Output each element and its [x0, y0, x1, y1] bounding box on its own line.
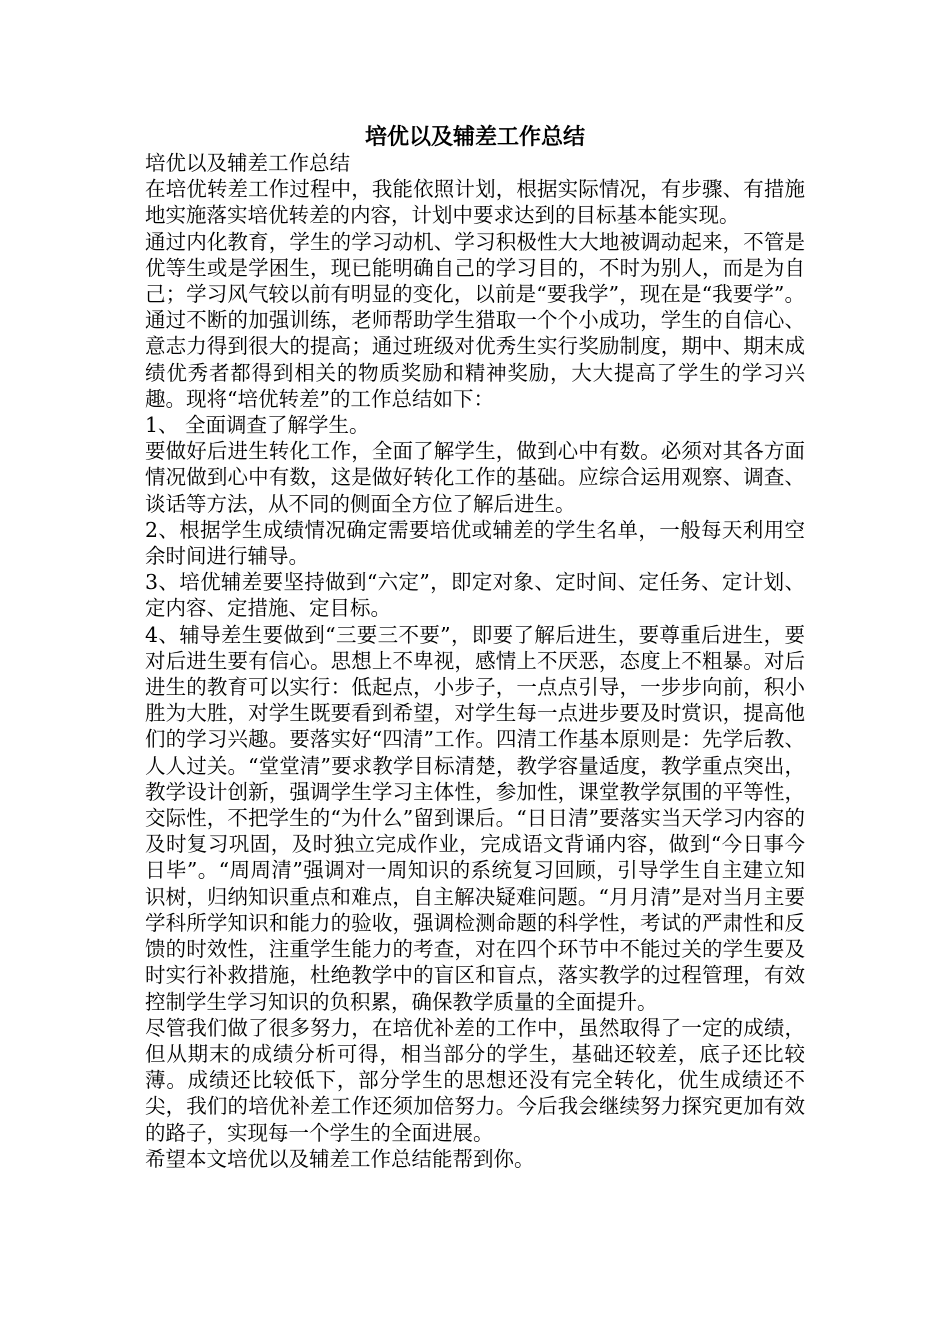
document-body [145, 150, 805, 1172]
paragraph-intro: 在培优转差工作过程中，我能依照计划，根据实际情况，有步骤、有措施地实施落实培优转差的内容，计划中要求达到的目标基本能实现。 [145, 177, 805, 228]
document-title: 培优以及辅差工作总结 [364, 124, 585, 150]
paragraph-conclusion: 尽管我们做了很多努力，在培优补差的工作中，虽然取得了一定的成绩，但从期末的成绩分析可得，相当部分的学生，基础还较差，底子还比较薄。成绩还比较低下，部分学生的思想还没有完全转化，优生成绩还不尖，我们的培优补差工作还须加倍努力。今后我会继续努力探究更加有效的路子，实现每一个学生的全面进展。 [145, 1015, 805, 1145]
paragraph-motivation: 通过内化教育，学生的学习动机、学习积极性大大地被调动起来，不管是优等生或是学困生，现已能明确自己的学习目的，不时为别人，而是为自己；学习风气较以前有明显的变化，以前是“要我学”，现在是“我要学”。通过不断的加强训练，老师帮助学生猎取一个个小成功，学生的自信心、意志力得到很大的提高；通过班级对优秀生实行奖励制度，期中、期末成绩优秀者都得到相关的物质奖励和精神奖励，大大提高了学生的学习兴趣。现将“培优转差”的工作总结如下： [145, 229, 805, 411]
paragraph-item-1-body: 要做好后进生转化工作，全面了解学生，做到心中有数。必须对其各方面情况做到心中有数，这是做好转化工作的基础。应综合运用观察、调查、谈话等方法，从不同的侧面全方位了解后进生。 [145, 439, 805, 516]
paragraph-subtitle: 培优以及辅差工作总结 [145, 151, 350, 175]
paragraph-closing: 希望本文培优以及辅差工作总结能帮到你。 [145, 1146, 535, 1171]
paragraph-item-3: 3、培优辅差要坚持做到“六定”，即定对象、定时间、定任务、定计划、定内容、定措施、定目标。 [145, 570, 805, 621]
paragraph-item-4: 4、辅导差生要做到“三要三不要”，即要了解后进生，要尊重后进生，要对后进生要有信心。思想上不卑视，感情上不厌恶，态度上不粗暴。对后进生的教育可以实行：低起点，小步子，一点点引导，一步步向前，积小胜为大胜，对学生既要看到希望，对学生每一点进步要及时赏识，提高他们的学习兴趣。要落实好“四清”工作。四清工作基本原则是：先学后教、人人过关。“堂堂清”要求教学目标清楚，教学容量适度，教学重点突出，教学设计创新，强调学生学习主体性，参加性，课堂教学氛围的平等性，交际性，不把学生的“为什么”留到课后。“日日清”要落实当天学习内容的及时复习巩固，及时独立完成作业，完成语文背诵内容，做到“今日事今日毕”。“周周清”强调对一周知识的系统复习回顾，引导学生自主建立知识树，归纳知识重点和难点，自主解决疑难问题。“月月清”是对当月主要学科所学知识和能力的验收，强调检测命题的科学性，考试的严肃性和反馈的时效性，注重学生能力的考查，对在四个环节中不能过关的学生要及时实行补救措施，杜绝教学中的盲区和盲点，落实教学的过程管理，有效控制学生学习知识的负积累，确保教学质量的全面提升。 [145, 622, 805, 1014]
paragraph-item-1-heading: 1、 全面调查了解学生。 [145, 413, 370, 438]
paragraph-item-2: 2、根据学生成绩情况确定需要培优或辅差的学生名单，一般每天利用空余时间进行辅导。 [145, 517, 805, 569]
